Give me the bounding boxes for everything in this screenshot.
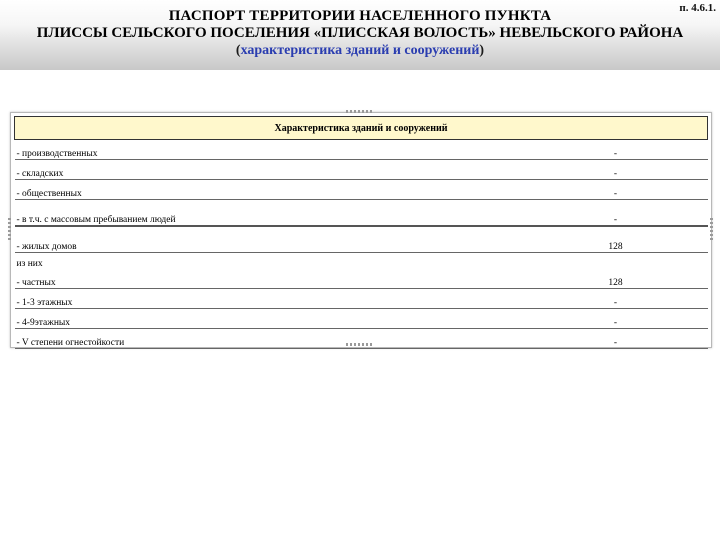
- buildings-table: [14, 116, 708, 349]
- row-value: -: [524, 309, 708, 329]
- table-row: [15, 226, 708, 253]
- row-value: 128: [524, 269, 708, 289]
- table-row: [15, 269, 708, 289]
- page-number: п. 4.6.1.: [679, 2, 716, 14]
- table-row: [15, 253, 708, 270]
- title-line-1: ПАСПОРТ ТЕРРИТОРИИ НАСЕЛЕННОГО ПУНКТА: [168, 8, 552, 24]
- subtitle: [0, 43, 720, 59]
- resize-handle-left[interactable]: [8, 218, 11, 240]
- table-row: [15, 160, 708, 180]
- row-value: -: [524, 289, 708, 309]
- row-label: из них: [16, 259, 43, 269]
- row-value: 128: [524, 226, 708, 253]
- table-row: [15, 289, 708, 309]
- table-row: [15, 329, 708, 349]
- row-label: - 4-9этажных: [15, 309, 524, 329]
- row-label: - V степени огнестойкости: [15, 329, 524, 349]
- row-label: - общественных: [15, 180, 524, 200]
- resize-handle-top[interactable]: [346, 110, 374, 113]
- table-row: [15, 309, 708, 329]
- resize-handle-right[interactable]: [710, 218, 713, 240]
- table-row: [15, 200, 708, 227]
- table-header: Характеристика зданий и сооружений: [15, 117, 708, 140]
- row-label: - частных: [15, 269, 524, 289]
- table-row: [15, 180, 708, 200]
- row-label: - производственных: [15, 140, 524, 160]
- title-line-2: ПЛИССЫ СЕЛЬСКОГО ПОСЕЛЕНИЯ «ПЛИССКАЯ ВОЛОСТЬ» НЕВЕЛЬСКОГО РАЙОНА: [36, 25, 684, 41]
- subtitle-text: характеристика зданий и сооружений: [240, 43, 480, 58]
- row-label: - 1-3 этажных: [15, 289, 524, 309]
- row-value: [524, 253, 708, 270]
- table-row: [15, 140, 708, 160]
- row-value: -: [524, 140, 708, 160]
- subtitle-open-paren: (: [235, 43, 241, 58]
- row-value: -: [524, 200, 708, 227]
- row-label: - в т.ч. с массовым пребыванием людей: [15, 200, 524, 227]
- row-value: -: [524, 160, 708, 180]
- row-label: - жилых домов: [15, 226, 524, 253]
- row-value: -: [524, 329, 708, 349]
- row-value: -: [524, 180, 708, 200]
- row-label: - складских: [15, 160, 524, 180]
- subtitle-close-paren: ): [479, 43, 485, 58]
- slide-header: [0, 0, 720, 70]
